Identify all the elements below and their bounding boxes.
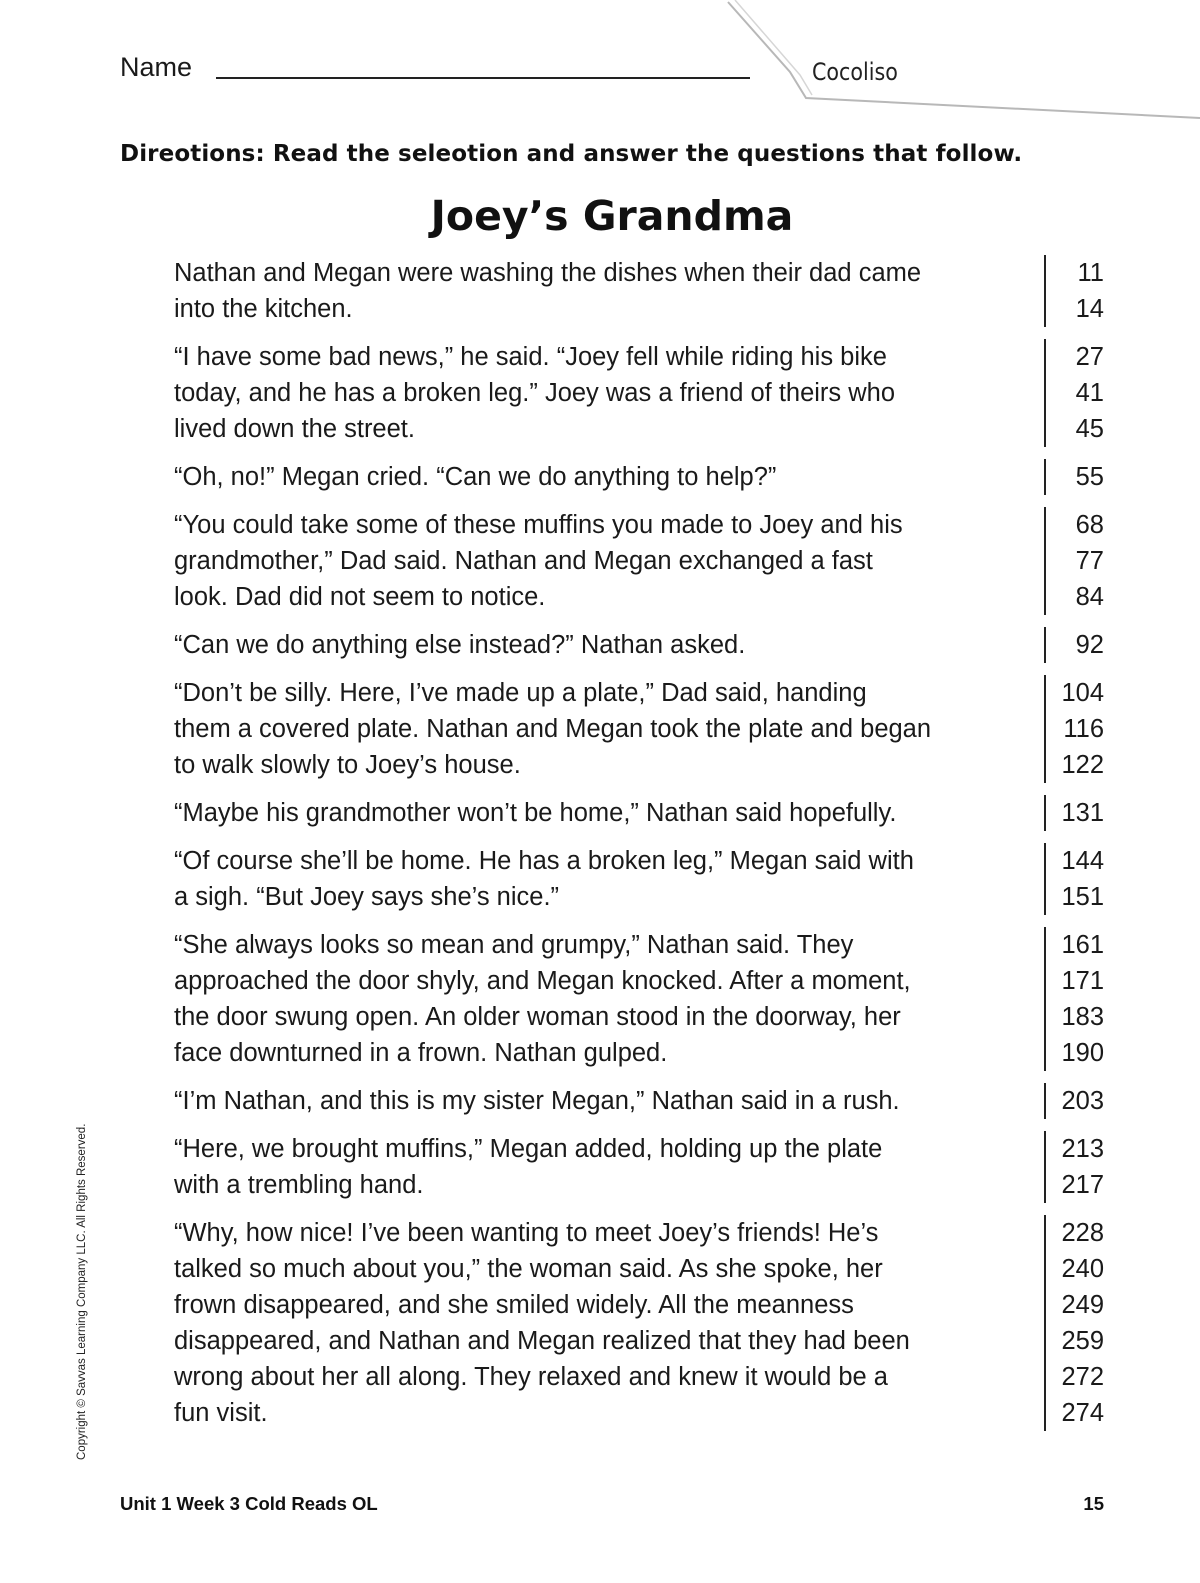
page-number: 15: [1083, 1493, 1104, 1514]
passage-line: [174, 963, 1104, 999]
line-text: “You could take some of these muffins you made to Joey and his: [174, 511, 903, 539]
passage-line: [174, 543, 1104, 579]
line-text: Nathan and Megan were washing the dishes when their dad came: [174, 259, 922, 287]
name-line: [216, 77, 750, 79]
word-count: 161: [1044, 927, 1104, 963]
paragraph: [174, 459, 1104, 495]
word-count: 144: [1044, 843, 1104, 879]
line-text: frown disappeared, and she smiled widely. All the meanness: [174, 1291, 854, 1319]
name-value[interactable]: Cocoliso: [812, 58, 898, 86]
line-text: “I’m Nathan, and this is my sister Megan,” Nathan said in a rush.: [174, 1087, 900, 1115]
passage-line: [174, 411, 1104, 447]
word-count: 217: [1044, 1167, 1104, 1203]
line-text: “Maybe his grandmother won’t be home,” Nathan said hopefully.: [174, 799, 897, 827]
line-text: into the kitchen.: [174, 295, 353, 323]
passage-line: [174, 675, 1104, 711]
passage-line: [174, 627, 1104, 663]
paragraph: [174, 675, 1104, 783]
line-text: fun visit.: [174, 1399, 268, 1427]
word-count: 84: [1044, 579, 1104, 615]
passage-line: [174, 1167, 1104, 1203]
name-label: Name: [120, 52, 193, 82]
passage-line: [174, 843, 1104, 879]
passage-line: [174, 879, 1104, 915]
paragraph: [174, 1215, 1104, 1431]
line-text: “She always looks so mean and grumpy,” Nathan said. They: [174, 931, 854, 959]
word-count: 249: [1044, 1287, 1104, 1323]
directions: Direotions: Read the seleotion and answer the questions that follow.: [120, 141, 1023, 167]
line-text: “Of course she’ll be home. He has a broken leg,” Megan said with: [174, 847, 914, 875]
passage-line: [174, 375, 1104, 411]
line-text: the door swung open. An older woman stood in the doorway, her: [174, 1003, 901, 1031]
copyright-notice: Copyright © Savvas Learning Company LLC. All Rights Reserved.: [76, 1123, 88, 1460]
word-count: 151: [1044, 879, 1104, 915]
line-text: wrong about her all along. They relaxed and knew it would be a: [174, 1363, 888, 1391]
paragraph: [174, 1131, 1104, 1203]
paragraph: [174, 507, 1104, 615]
passage-line: [174, 1083, 1104, 1119]
word-count: 228: [1044, 1215, 1104, 1251]
paragraph: [174, 1083, 1104, 1119]
passage-line: [174, 711, 1104, 747]
line-text: look. Dad did not seem to notice.: [174, 583, 546, 611]
line-text: “I have some bad news,” he said. “Joey fell while riding his bike: [174, 343, 887, 371]
paragraph: [174, 339, 1104, 447]
word-count: 240: [1044, 1251, 1104, 1287]
passage-line: [174, 1395, 1104, 1431]
line-text: approached the door shyly, and Megan knocked. After a moment,: [174, 967, 911, 995]
line-text: with a trembling hand.: [174, 1171, 424, 1199]
passage-line: [174, 507, 1104, 543]
passage-line: [174, 255, 1104, 291]
passage-line: [174, 927, 1104, 963]
passage-line: [174, 747, 1104, 783]
passage-line: [174, 459, 1104, 495]
word-count: 104: [1044, 675, 1104, 711]
line-text: “Don’t be silly. Here, I’ve made up a plate,” Dad said, handing: [174, 679, 867, 707]
word-count: 274: [1044, 1395, 1104, 1431]
line-text: lived down the street.: [174, 415, 415, 443]
passage-line: [174, 1287, 1104, 1323]
passage-line: [174, 1323, 1104, 1359]
word-count: 14: [1044, 291, 1104, 327]
word-count: 41: [1044, 375, 1104, 411]
word-count: 55: [1044, 459, 1104, 495]
word-count: 77: [1044, 543, 1104, 579]
paragraph: [174, 255, 1104, 327]
line-text: a sigh. “But Joey says she’s nice.”: [174, 883, 560, 911]
passage-line: [174, 579, 1104, 615]
paragraph: [174, 627, 1104, 663]
passage-line: [174, 1359, 1104, 1395]
line-text: “Oh, no!” Megan cried. “Can we do anything to help?”: [174, 463, 777, 491]
line-text: “Why, how nice! I’ve been wanting to meet Joey’s friends! He’s: [174, 1219, 879, 1247]
paragraph: [174, 843, 1104, 915]
passage-title: Joey’s Grandma: [430, 192, 794, 240]
word-count: 45: [1044, 411, 1104, 447]
word-count: 171: [1044, 963, 1104, 999]
word-count: 259: [1044, 1323, 1104, 1359]
passage-line: [174, 1215, 1104, 1251]
word-count: 190: [1044, 1035, 1104, 1071]
line-text: today, and he has a broken leg.” Joey was a friend of theirs who: [174, 379, 896, 407]
passage-line: [174, 1251, 1104, 1287]
passage-line: [174, 291, 1104, 327]
line-text: disappeared, and Nathan and Megan realized that they had been: [174, 1327, 910, 1355]
word-count: 183: [1044, 999, 1104, 1035]
word-count: 131: [1044, 795, 1104, 831]
line-text: to walk slowly to Joey’s house.: [174, 751, 521, 779]
passage-line: [174, 1131, 1104, 1167]
paragraph: [174, 795, 1104, 831]
word-count: 213: [1044, 1131, 1104, 1167]
word-count: 92: [1044, 627, 1104, 663]
word-count: 68: [1044, 507, 1104, 543]
line-text: them a covered plate. Nathan and Megan took the plate and began: [174, 715, 932, 743]
line-text: “Can we do anything else instead?” Nathan asked.: [174, 631, 746, 659]
line-text: talked so much about you,” the woman said. As she spoke, her: [174, 1255, 883, 1283]
passage-line: [174, 339, 1104, 375]
word-count: 11: [1044, 255, 1104, 291]
word-count: 116: [1044, 711, 1104, 747]
line-text: face downturned in a frown. Nathan gulped.: [174, 1039, 668, 1067]
paragraph: [174, 927, 1104, 1071]
word-count: 27: [1044, 339, 1104, 375]
word-count: 272: [1044, 1359, 1104, 1395]
word-count: 203: [1044, 1083, 1104, 1119]
passage-line: [174, 795, 1104, 831]
passage: [174, 255, 1104, 1443]
footer-unit-label: Unit 1 Week 3 Cold Reads OL: [120, 1493, 378, 1514]
line-text: “Here, we brought muffins,” Megan added, holding up the plate: [174, 1135, 883, 1163]
word-count: 122: [1044, 747, 1104, 783]
passage-line: [174, 999, 1104, 1035]
line-text: grandmother,” Dad said. Nathan and Megan exchanged a fast: [174, 547, 873, 575]
passage-line: [174, 1035, 1104, 1071]
